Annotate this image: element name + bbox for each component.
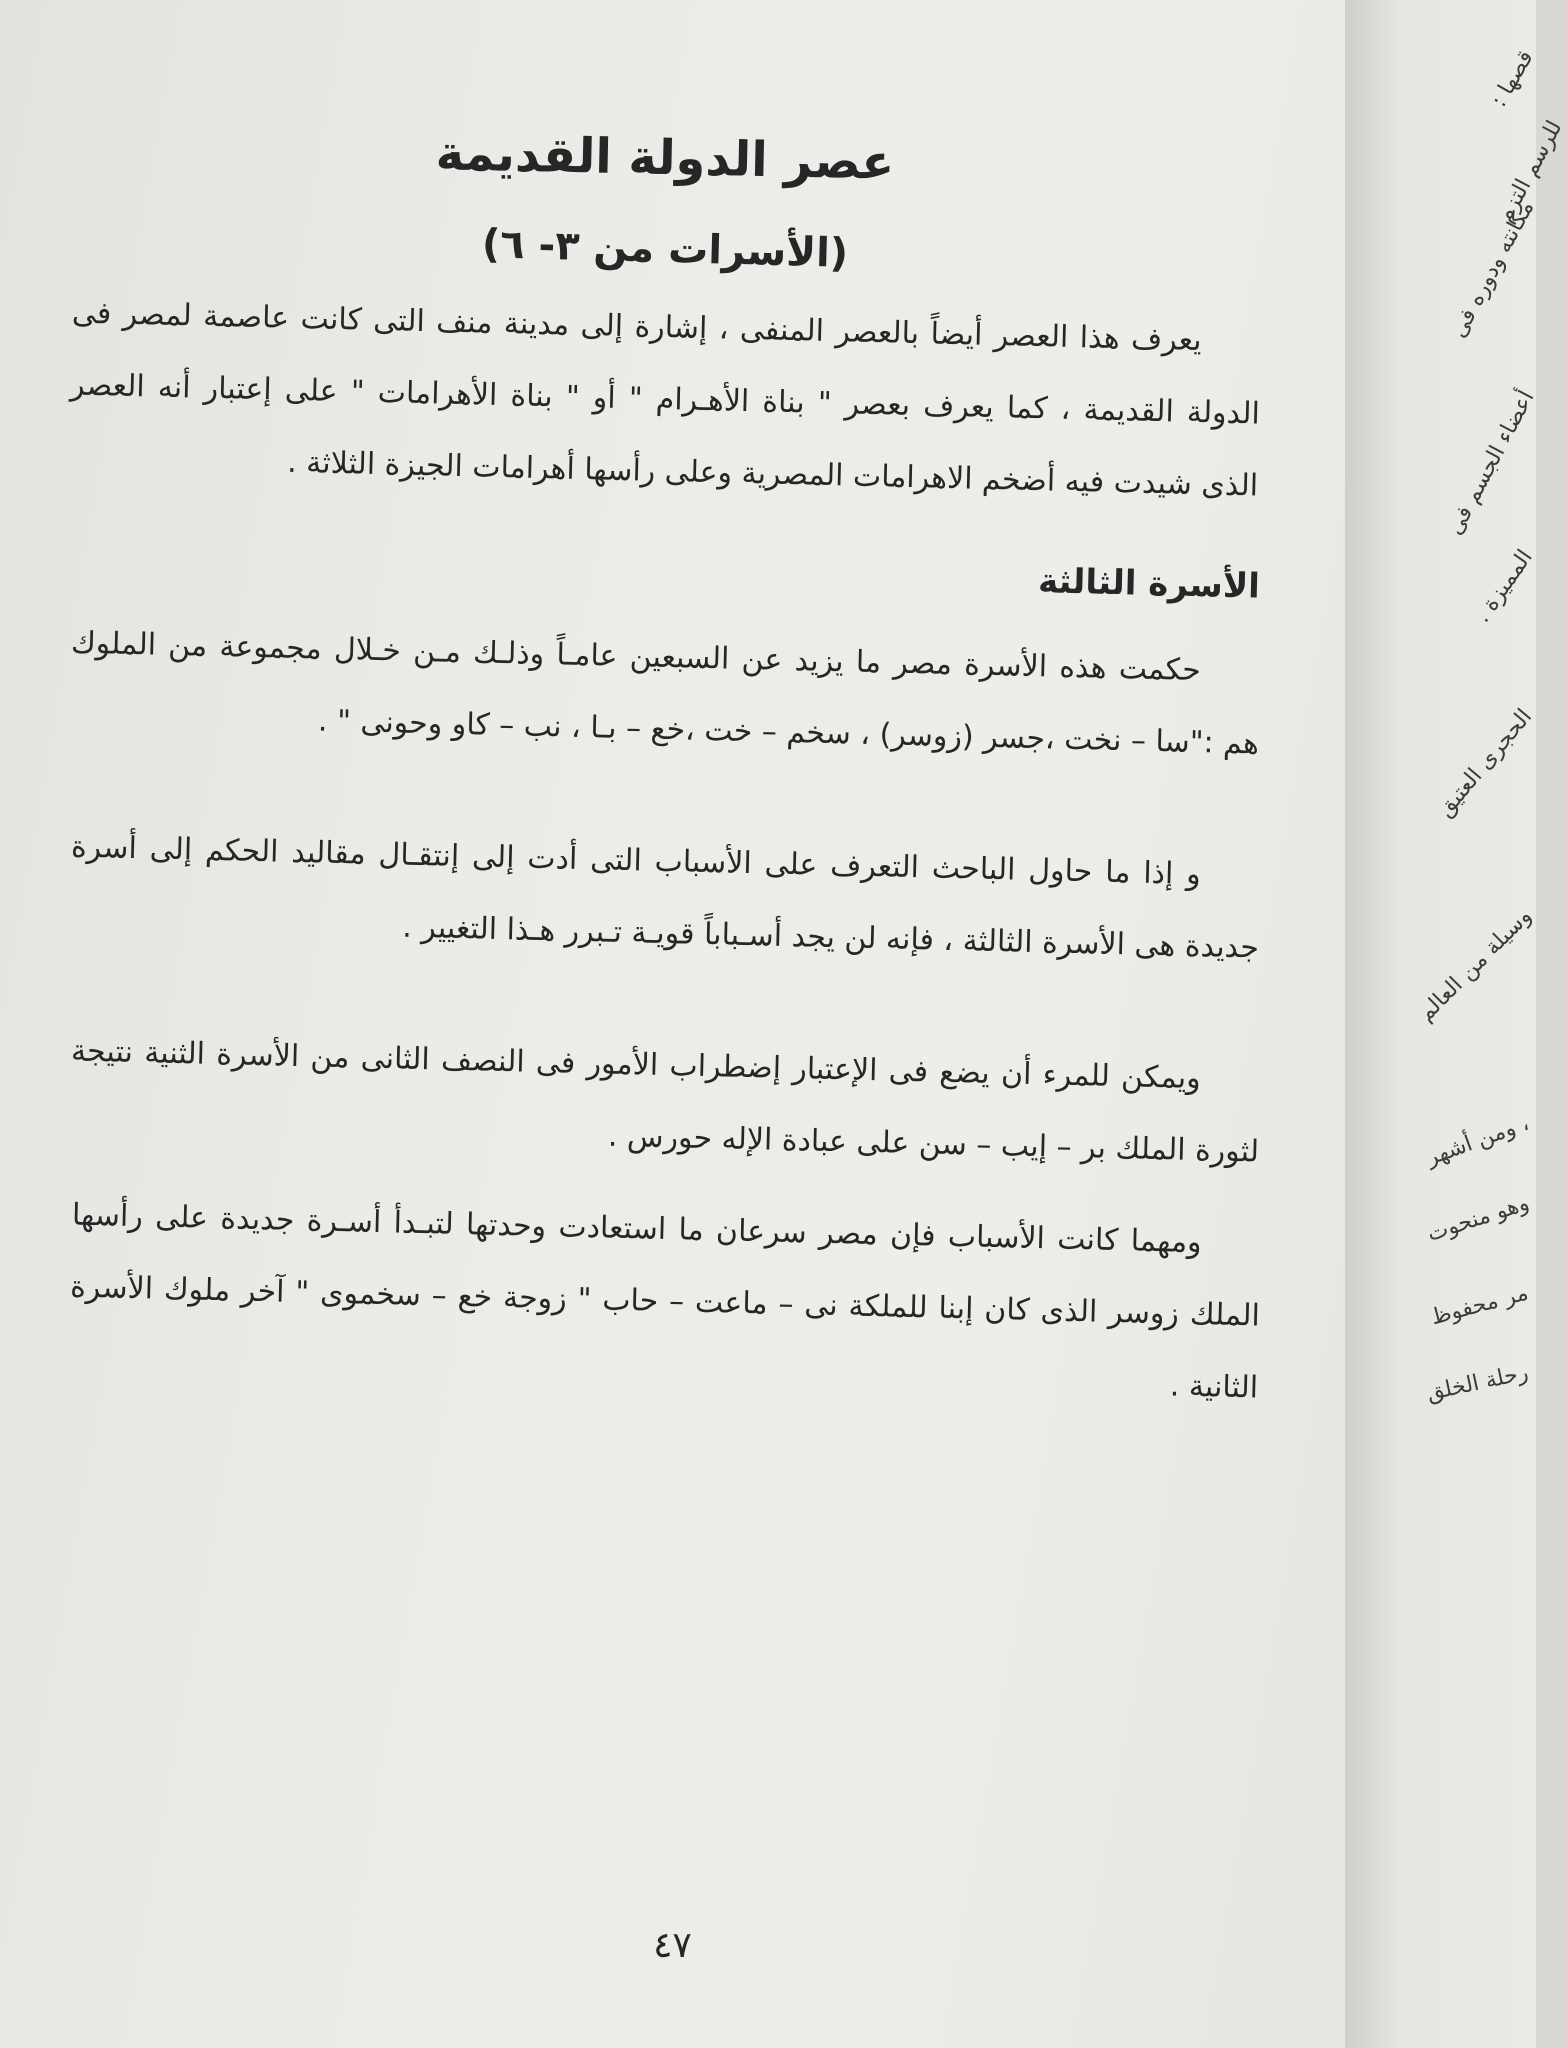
adjacent-page-line: رحلة الخلق bbox=[1424, 1360, 1531, 1407]
adjacent-page bbox=[1345, 0, 1567, 2048]
adjacent-page-line: وهو منحوت bbox=[1423, 1190, 1532, 1247]
paragraph-1: حكمت هذه الأسرة مصر ما يزيد عن السبعين عامـاً وذلـك مـن خـلال مجموعة من الملوك هم :"سا – نخت ،جسر (زوسر) ، سخم – خت ،خع – بـا ، نب – كاو وحونى " . bbox=[70, 625, 1260, 762]
adjacent-page-line: مكانته ودوره فى bbox=[1445, 196, 1540, 342]
adjacent-page-line: المميزة . bbox=[1470, 545, 1539, 628]
page-title: عصر الدولة القديمة bbox=[435, 125, 895, 191]
adjacent-page-line: ، ومن أشهر bbox=[1423, 1110, 1533, 1171]
page-content bbox=[69, 125, 1261, 1410]
intro-paragraph: يعرف هذا العصر أيضاً بالعصر المنفى ، إشارة إلى مدينة منف التى كانت عاصمة لمصر فى الدولة القديمة ، كما يعرف بعصر " بناة الأهـرام " أو " بناة الأهرامات " على إعتبار أنه العصر الذى شيدت فيه أضخم الاهرامات المصرية وعلى رأسها أهرامات الجيزة الثلاثة . bbox=[69, 295, 1261, 504]
paragraph-2: و إذا ما حاول الباحث التعرف على الأسباب التى أدت إلى إنتقـال مقاليد الحكم إلى أسرة جديدة هى الأسرة الثالثة ، فإنه لن يجد أسـباباً قويـة تـبرر هـذا التغيير . bbox=[70, 829, 1260, 966]
paragraph-3: ويمكن للمرء أن يضع فى الإعتبار إضطراب الأمور فى النصف الثانى من الأسرة الثنية نتيجة لثورة الملك بر – إيب – سن على عبادة الإله حورس . bbox=[70, 1033, 1260, 1170]
adjacent-page-line: الحجرى العتيق bbox=[1433, 704, 1538, 823]
adjacent-page-line: وسيلة من العالم bbox=[1413, 903, 1537, 1027]
paragraph-4: ومهما كانت الأسباب فإن مصر سرعان ما استعادت وحدتها لتبـدأ أسـرة جديدة على رأسها الملك زوسر الذى كان إبنا للملكة نى – ماعت – حاب " زوجة خع – سخموى " آخر ملوك الأسرة الثانية . bbox=[69, 1197, 1261, 1406]
adjacent-page-line: أعضاء الجسم فى bbox=[1442, 386, 1540, 540]
page-number: ٤٧ bbox=[653, 1925, 692, 1966]
adjacent-page-line: مر محفوظ bbox=[1428, 1280, 1532, 1331]
page-subtitle: (الأسرات من ٣- ٦) bbox=[481, 221, 849, 277]
adjacent-page-line: للرسم التزم bbox=[1492, 116, 1567, 227]
section-heading: الأسرة الثالثة bbox=[1037, 561, 1261, 607]
adjacent-page-line: قصها : bbox=[1486, 46, 1539, 112]
